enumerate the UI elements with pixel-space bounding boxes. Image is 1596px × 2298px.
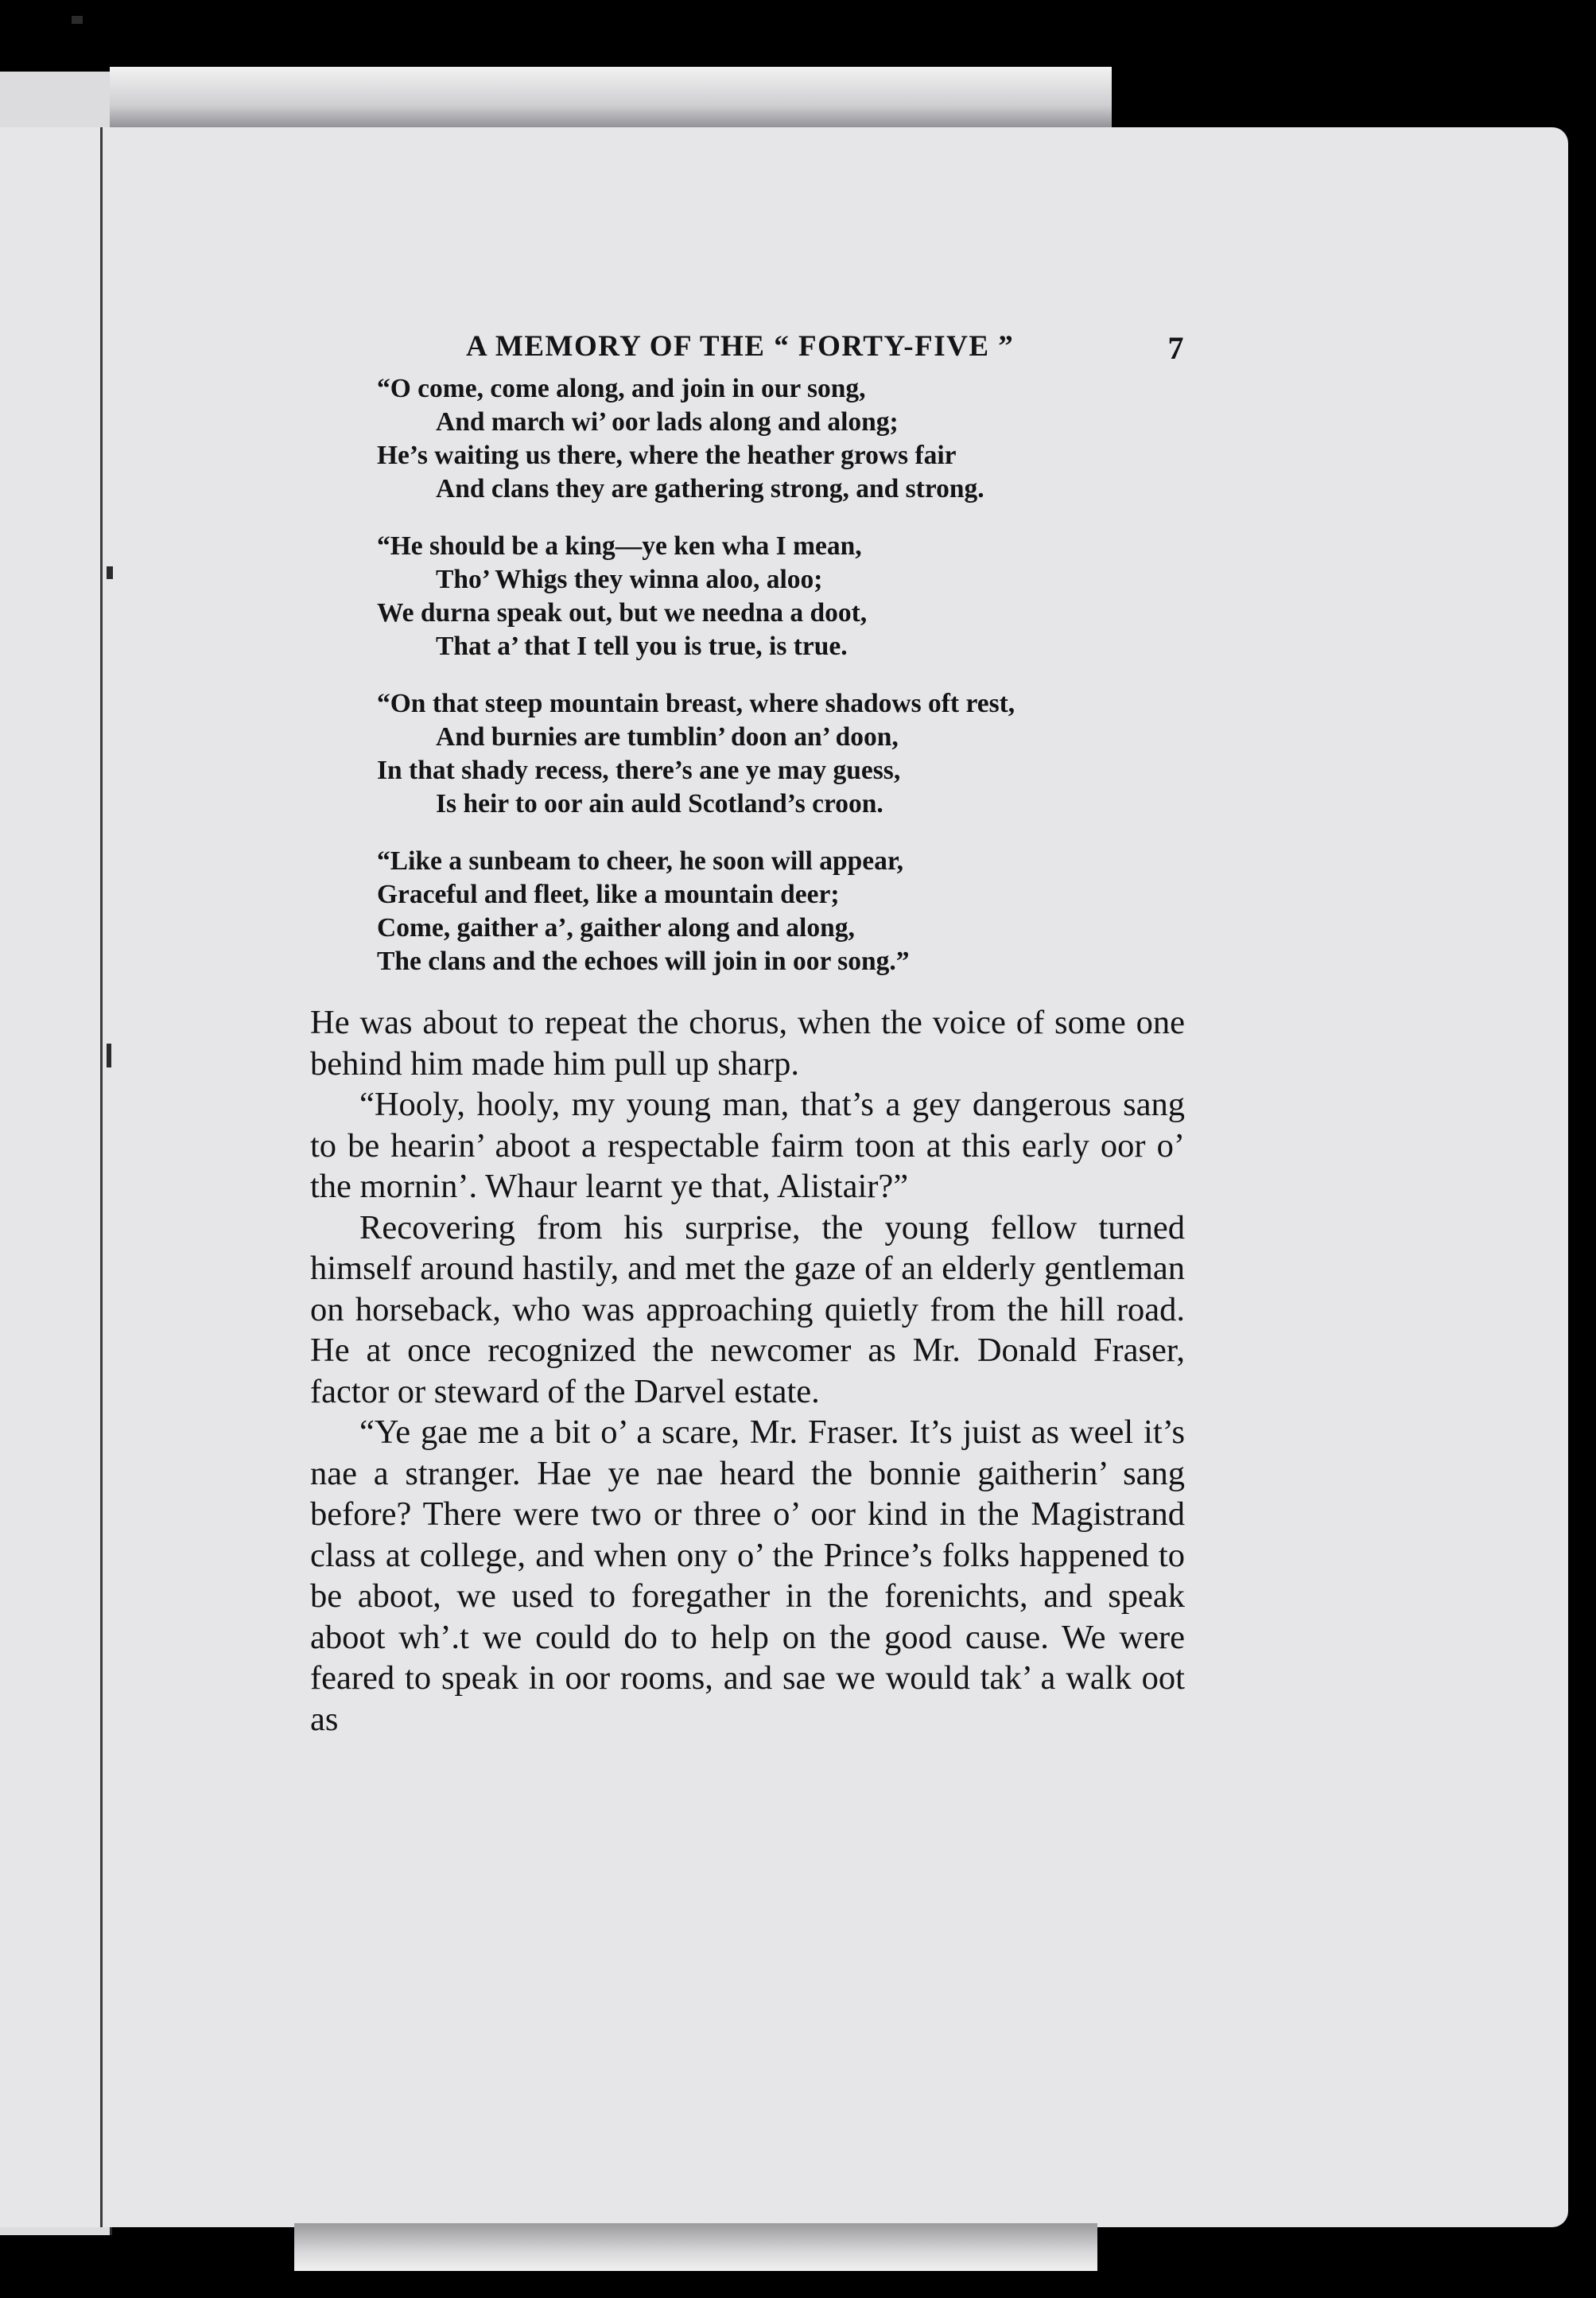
song-verse [310, 372, 1185, 978]
gutter-line [100, 127, 103, 2227]
paragraph: “Hooly, hooly, my young man, that’s a gey dangerous sang to be hearin’ aboot a respectable fairm toon at this early oor o’ the mornin’. Whaur learnt ye that, Alistair?” [310, 1086, 1185, 1205]
verse-line: And burnies are tumblin’ doon an’ doon, [436, 722, 899, 752]
verse-line: In that shady recess, there’s ane ye may guess, [377, 756, 901, 785]
verse-line: Tho’ Whigs they winna aloo, aloo; [436, 565, 823, 594]
paragraph: Recovering from his surprise, the young fellow turned himself around hastily, and met the gaze of an elderly gentleman on horseback, who was approaching quietly from the hill road. He at once recognized the newcomer as Mr. Donald Fraser, factor or steward of the Darvel estate. [310, 1208, 1185, 1410]
stanza [377, 845, 1185, 978]
verse-line: Come, gaither a’, gaither along and along, [377, 913, 855, 943]
verse-line: Graceful and fleet, like a mountain deer; [377, 880, 840, 909]
stanza [377, 687, 1185, 821]
running-head [310, 325, 1185, 372]
paragraph: He was about to repeat the chorus, when the voice of some one behind him made him pull up sharp. [310, 1004, 1185, 1083]
margin-mark [107, 566, 113, 579]
verse-line: That a’ that I tell you is true, is true. [436, 632, 848, 661]
verse-line: And march wi’ oor lads along and along; [436, 407, 899, 437]
verse-line: “He should be a king—ye ken wha I mean, [377, 531, 862, 561]
margin-mark [107, 1044, 111, 1067]
verse-line: And clans they are gathering strong, and strong. [436, 474, 984, 504]
paragraph: “Ye gae me a bit o’ a scare, Mr. Fraser. It’s juist as weel it’s nae a stranger. Hae ye nae heard the bonnie gaitherin’ sang before? There were two or three o’ oor kind in the Magistrand class at college, and when ony o’ the Prince’s folks happened to be aboot, we used to foregather in the forenichts, and speak aboot wh’.t we could do to help on the good cause. We were feared to speak in oor rooms, and sae we would tak’ a walk oot as [310, 1413, 1185, 1738]
page-number: 7 [1167, 330, 1185, 366]
verse-line: We durna speak out, but we needna a doot, [377, 598, 868, 628]
verse-line: “Like a sunbeam to cheer, he soon will appear, [377, 846, 904, 876]
stanza [377, 372, 1185, 506]
margin-mark [72, 16, 83, 24]
verse-line: He’s waiting us there, where the heather grows fair [377, 441, 957, 470]
page-bottom-shadow [294, 2223, 1097, 2271]
verse-line: “On that steep mountain breast, where shadows oft rest, [377, 689, 1015, 718]
prose-body [310, 1002, 1185, 1740]
verse-line: The clans and the echoes will join in oor song.” [377, 947, 910, 976]
running-head-title: A MEMORY OF THE “ FORTY-FIVE ” [466, 330, 1015, 363]
verse-line: “O come, come along, and join in our song, [377, 374, 866, 403]
verse-line: Is heir to oor ain auld Scotland’s croon. [436, 789, 883, 818]
page-top-shadow [110, 67, 1112, 130]
stanza [377, 530, 1185, 663]
page-text [310, 325, 1185, 1740]
